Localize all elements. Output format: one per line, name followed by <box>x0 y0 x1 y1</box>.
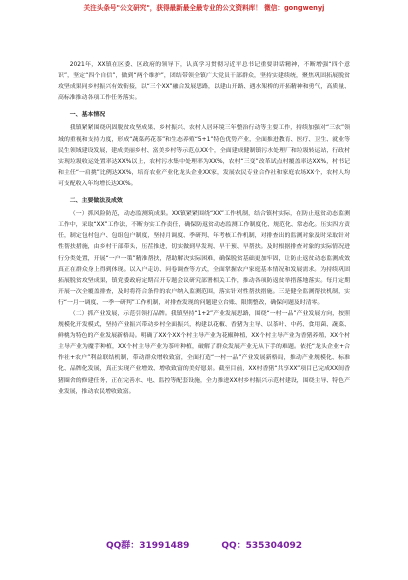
promo-banner <box>0 2 408 28</box>
document-body <box>58 60 350 398</box>
paragraph-intro: 2021年，XX镇在区委、区政府的领导下，认真学习贯彻习近平总书记重要讲话精神，不断增强“四个意识”，坚定“四个自信”，做到“两个维护”，团结带领全镇广大党员干部群众，坚持实建续统，聚焦巩固拓展脱贫攻坚成果同乡村振兴有效衔接，以“三个XX”融合发展思路，以建山开路、遇水架桥的开拓精神和勇气，高质量、高标准推动各项工作任务落实。 <box>58 62 350 102</box>
contact-footer <box>0 538 408 551</box>
section-heading-main-measures: 二、主要做法及成效 <box>69 198 123 205</box>
promo-banner-line1: 关注头条号"公文研究"，获得最新最全最专业的公文资料库！ 微信：gongwenyj <box>83 4 325 12</box>
paragraph-basic-info: 我镇紧紧围绕巩固脱贫攻坚成果、乡村振兴、农村人居环境三年整治行动等主要工作，持续加强对“三农”领域的重视和支持力度，形成“蔬菜药花茶”和生态养殖“5+1”特色优势产业，全面推进教育、医疗、卫生、就业等民生领域建设发展，建成美丽乡村、富美乡村等示范点XX个，全面建成健制镇污水处理厂和垃圾转运站，行政村实现垃圾收运处置率达XX%以上，农村污水集中处理率为XX%，农村“三变”改革试点村覆盖率达XX%，村书记和主任“一肩挑”比例达XX%，培育农业产业化龙头企业XX家，发展农民专业合作社和家庭农场XX个，农村人均可支配收入年均增长达XX%。 <box>58 125 350 187</box>
paragraph-risk-prevention: （一）抓风险防范，动态监测筑成果。XX镇紧紧围绕“XX”工作机制，结合镇村实际，在防止返贫动态监测工作中，采取“XX”工作法，不断夯实工作责任，确保防返贫动态监测工作制度化、规范化、常态化。压实四方责任，制定包村包户、包组包户制度，坚持月调度、季研判、年考核工作机制，对排查出的监测对象及时采取针对性帮扶措施，由乡村干部带头，压茬推进，切实做到早发现、早干预、早帮扶。及时根据排查对象的实际情况进行分类处置，开展“一户一策”精准帮扶，帮助解决实际困难，确保脱贫基础更加牢固，让防止返贫动态监测成效真正在群众身上得到体现。以入户走访、问卷调查等方式，全面掌握农户家庭基本情况和发展需求。为持续巩固拓展脱贫攻坚成果，镇党委政府定期召开专题会议研究部署相关工作，推动各项防返贫举措落地落实。每月定期开展一次全覆盖排查，及时将符合条件的农户纳入监测范围，落实针对性帮扶措施。三是健全监测帮扶机制，实行“一月一调度、一季一研判”工作机制，对排查发现的问题建立台账、限期整改，确保问题及时清零。 <box>58 211 350 306</box>
paragraph-industry-development: （二）抓产业发展，示范引领打品牌。我镇坚持“1+2”产业发展思路，围绕“一村一品”产业发展方向，按照规模化开发模式，坚持产业振兴带动乡村全面振兴，构建以花椒、香猪为主导、以茶叶、中药、食用菌、蔬菜、鲜桃为特色的产业发展新格局。明确了XX个XX个村主导产业为花椒种植，XX个村主导产业为香猪养殖，XX个村主导产业为魔芋种植，XX个村主导产业为茶叶种植，破解了群众发展产业无从下手的难题。依托“龙头企业+合作社+农户”利益联结机制，带动群众增收致富，全面打造“一村一品”产业发展新格局，推动产业规模化、标准化、品牌化发展，真正实现产业增效、增收致富的美好愿景。截至目前，XX村香猪“共享XX”项目已完成XX间香猪圈舍的修建任务，正在完善水、电、监控等配套设施，全力推进XX村乡村振兴示范村建设，围绕主导、特色产业发展，推动农民增收致富。 <box>58 310 350 395</box>
section-heading-basic-info: 一、基本情况 <box>69 112 106 119</box>
qq-contact-text: QQ：535304092 <box>221 541 302 551</box>
qq-group-text: QQ群：31991489 <box>105 541 190 551</box>
